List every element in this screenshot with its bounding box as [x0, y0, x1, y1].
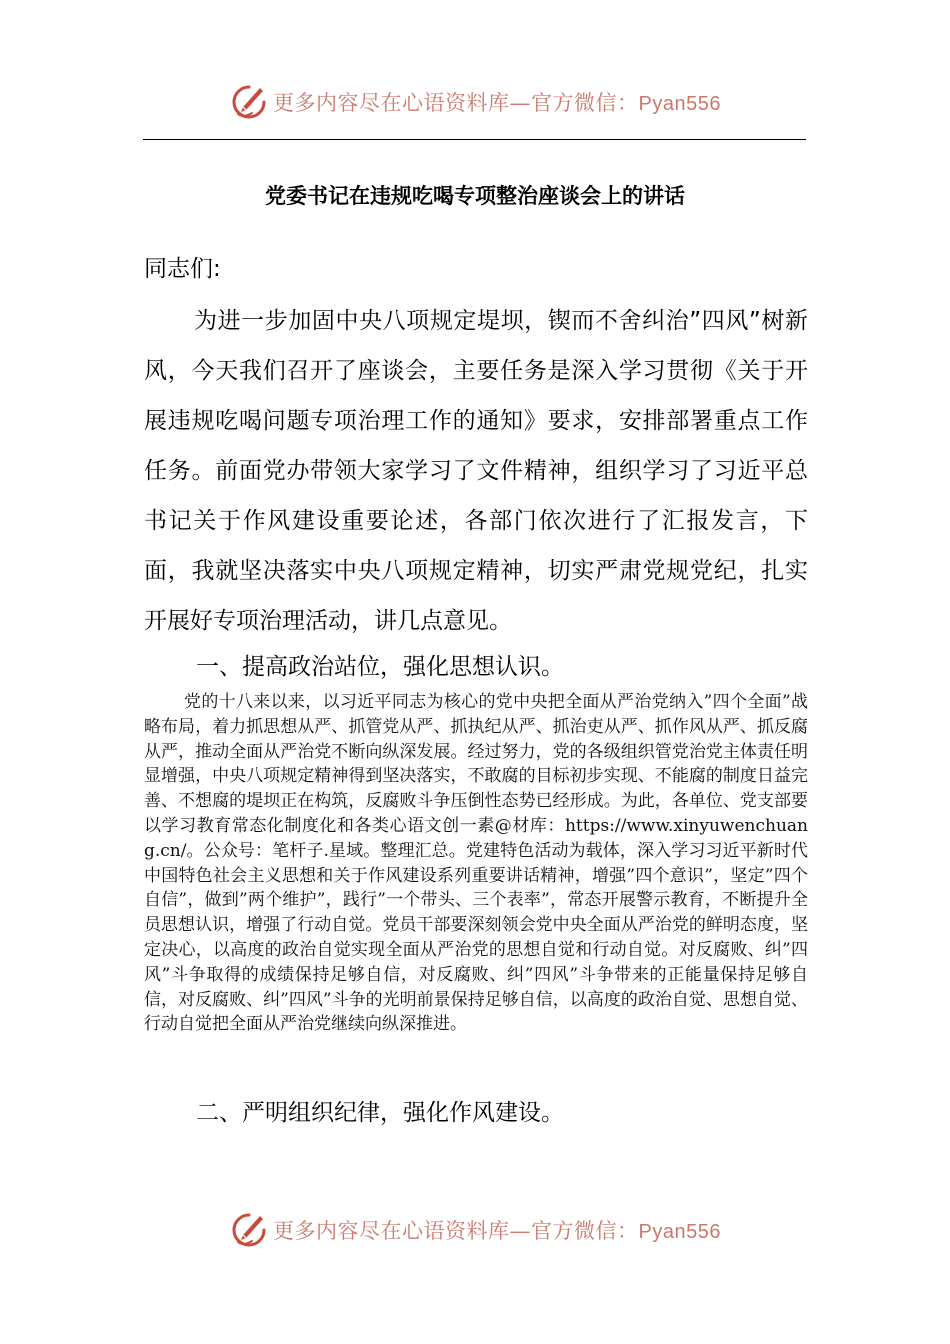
pen-nib-logo-icon	[229, 1210, 269, 1250]
footer-banner-text: 更多内容尽在心语资料库—官方微信：Pyan556	[273, 1219, 721, 1243]
header-banner-text: 更多内容尽在心语资料库—官方微信：Pyan556	[273, 91, 721, 115]
header-banner	[0, 80, 950, 124]
salutation: 同志们:	[144, 256, 221, 282]
intro-paragraph: 为进一步加固中央八项规定堤坝，锲而不舍纠治”四风”树新风，今天我们召开了座谈会，主要任务是深入学习贯彻《关于开展违规吃喝问题专项治理工作的通知》要求，安排部署重点工作任务。前面党办带领大家学习了文件精神，组织学习了习近平总书记关于作风建设重要论述，各部门依次进行了汇报发言，下面，我就坚决落实中央八项规定精神，切实严肃党规党纪，扎实开展好专项治理活动，讲几点意见。	[144, 308, 808, 634]
section-1-heading: 一、提高政治站位，强化思想认识。	[196, 654, 564, 680]
section-1-body: 党的十八来以来，以习近平同志为核心的党中央把全面从严治党纳入”四个全面”战略布局，着力抓思想从严、抓管党从严、抓执纪从严、抓治吏从严、抓作风从严、抓反腐从严，推动全面从严治党不断向纵深发展。经过努力，党的各级组织管党治党主体责任明显增强，中央八项规定精神得到坚决落实，不敢腐的目标初步实现、不能腐的制度日益完善、不想腐的堤坝正在构筑，反腐败斗争压倒性态势已经形成。为此，各单位、党支部要以学习教育常态化制度化和各类心语文创一素@材库：https://www.xinyuwenchuang.cn/。公众号：笔杆子.星域。整理汇总。党建特色活动为载体，深入学习习近平新时代中国特色社会主义思想和关于作风建设系列重要讲话精神，增强”四个意识”，坚定”四个自信”，做到”两个维护”，践行”一个带头、三个表率”，常态开展警示教育，不断提升全员思想认识，增强了行动自觉。党员干部要深刻领会党中央全面从严治党的鲜明态度，坚定决心，以高度的政治自觉实现全面从严治党的思想自觉和行动自觉。对反腐败、纠”四风”斗争取得的成绩保持足够自信，对反腐败、纠”四风”斗争带来的正能量保持足够自信，对反腐败、纠”四风”斗争的光明前景保持足够自信，以高度的政治自觉、思想自觉、行动自觉把全面从严治党继续向纵深推进。	[144, 692, 808, 1035]
document-title: 党委书记在违规吃喝专项整治座谈会上的讲话	[265, 184, 685, 208]
footer-banner	[0, 1208, 950, 1252]
header-divider	[143, 139, 806, 140]
section-2-heading: 二、严明组织纪律，强化作风建设。	[196, 1100, 564, 1126]
pen-nib-logo-icon	[229, 82, 269, 122]
